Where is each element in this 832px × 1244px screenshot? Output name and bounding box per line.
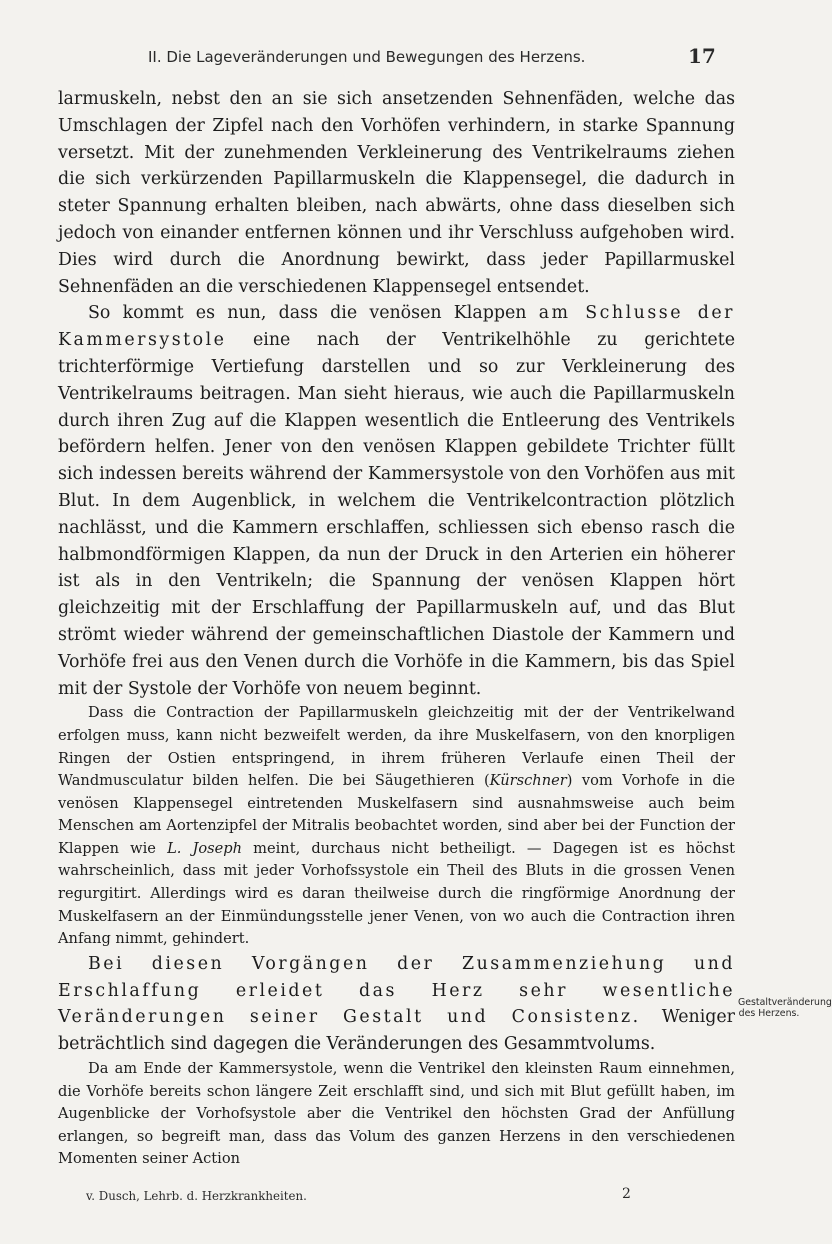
marginal-note: Gestaltveränderung des Herzens.	[738, 997, 832, 1019]
page-number: 17	[688, 44, 716, 68]
running-title: II. Die Lageveränderungen und Bewegungen des Herzens.	[148, 48, 586, 66]
paragraph-2-emphasis: am Schlusse der Kammersystole	[58, 303, 735, 351]
paragraph-2-text-a: So kommt es nun, dass die venösen Klappen	[88, 303, 539, 324]
paragraph-2	[58, 300, 735, 702]
footer-citation: v. Dusch, Lehrb. d. Herzkrankheiten.	[86, 1189, 307, 1203]
paragraph-4	[58, 951, 735, 1058]
paragraph-5-note: Da am Ende der Kammersystole, wenn die Ventrikel den kleinsten Raum einnehmen, die Vorhöfe bereits schon längere Zeit erschlafft sind, und sich mit Blut gefüllt haben, im Augenblicke der Vorhofsystole aber die Ventrikel den höchsten Grad der Anfüllung erlangen, so begreift man, dass das Volum des ganzen Herzens in den verschiedenen Momenten seiner Action	[58, 1060, 735, 1168]
paragraph-1: larmuskeln, nebst den an sie sich ansetzenden Sehnenfäden, welche das Umschlagen der Zipfel nach den Vorhöfen verhindern, in starke Spannung versetzt. Mit der zunehmenden Verkleinerung des Ventrikelraums ziehen die sich verkürzenden Papillarmuskeln die Klappensegel, die dadurch in steter Spannung erhalten bleiben, nach abwärts, ohne dass dieselben sich jedoch von einander entfernen können und ihr Verschluss aufgehoben wird. Dies wird durch die Anordnung bewirkt, dass jeder Papillarmuskel Sehnenfäden an die verschiedenen Klappensegel entsendet.	[58, 89, 735, 297]
paragraph-4-text-b: Weniger beträchtlich sind dagegen die Veränderungen des Gesammtvolums.	[58, 1007, 735, 1055]
paragraph-3-text-a: Dass die Contraction der Papillarmuskeln gleichzeitig mit der der Ventrikelwand erfolgen muss, kann nicht bezweifelt werden, da ihre Muskelfasern, von den knorpligen Ringen der Ostien entspringend, in ihrem früheren Verlaufe einen Theil der Wandmusculatur bilden helfen. Die bei Säugethieren (	[58, 704, 735, 790]
paragraph-2-text-c: eine nach der Ventrikelhöhle zu gerichtete trichterförmige Vertiefung darstellen und so zur Verkleinerung des Ventrikelraums beitragen. Man sieht hieraus, wie auch die Papillarmuskeln durch ihren Zug auf die Klappen wesentlich die Entleerung des Ventrikels befördern helfen. Jener von den venösen Klappen gebildete Trichter füllt sich indessen bereits während der Kammersystole von den Vorhöfen aus mit Blut. In dem Augenblick, in welchem die Ventrikelcontraction plötzlich nachlässt, und die Kammern erschlaffen, schliessen sich ebenso rasch die halbmondförmigen Klappen, da nun der Druck in den Arterien ein höherer ist als in den Ventrikeln; die Spannung der venösen Klappen hört gleichzeitig mit der Erschlaffung der Papillarmuskeln auf, und das Blut strömt wieder während der gemeinschaftlichen Diastole der Kammern und Vorhöfe frei aus den Venen durch die Vorhöfe in die Kammern, bis das Spiel mit der Systole der Vorhöfe von neuem beginnt.	[58, 330, 735, 699]
author-joseph: L. Joseph	[167, 839, 243, 857]
signature-mark: 2	[622, 1186, 631, 1202]
paragraph-3-note	[58, 702, 735, 951]
paragraph-3-text-c: ) vom Vorhofe in die venösen Klappensegel eintretenden Muskelfasern sind ausnahmsweise auch beim Menschen am Aortenzipfel der Mitralis beobachtet worden, sind aber bei der Function der Klappen wie	[58, 772, 735, 857]
paragraph-3-text-e: meint, durchaus nicht betheiligt. — Dagegen ist es höchst wahrscheinlich, dass mit jeder Vorhofssystole ein Theil des Bluts in die grossen Venen regurgitirt. Allerdings wird es daran theilweise durch die ringförmige Anordnung der Muskelfasern an der Einmündungsstelle jener Venen, von wo auch die Contraction ihren Anfang nimmt, gehindert.	[58, 839, 735, 948]
body-text	[58, 86, 735, 1171]
author-kurschner: Kürschner	[489, 772, 567, 790]
paragraph-4-emphasis: Bei diesen Vorgängen der Zusammenziehung und Erschlaffung erleidet das Herz sehr wesentliche Veränderungen seiner Gestalt und Consistenz.	[58, 953, 735, 1028]
